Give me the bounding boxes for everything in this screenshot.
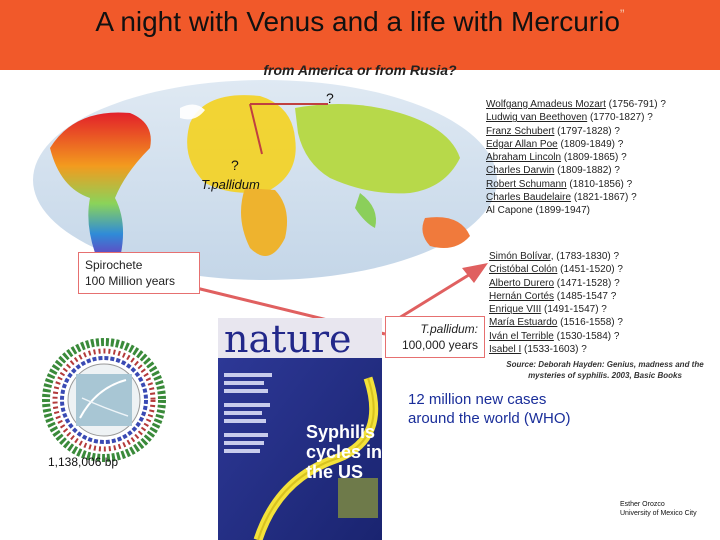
list-item <box>486 164 666 177</box>
person-link[interactable]: Charles Darwin <box>486 165 555 177</box>
credit-line2: University of Mexico City <box>620 510 697 517</box>
genome-map-image <box>16 338 202 464</box>
list-item <box>486 191 666 204</box>
who-cases-text <box>408 390 571 428</box>
list-item <box>486 178 666 191</box>
person-link[interactable]: Simón Bolívar <box>489 251 551 262</box>
person-link[interactable]: Enrique VIII <box>489 304 542 316</box>
composer-list <box>486 98 666 218</box>
person-dates: , (1783-1830) ? <box>550 251 620 262</box>
person-dates: (1809-1865) ? <box>561 152 627 164</box>
person-dates: (1451-1520) ? <box>557 264 623 276</box>
list-item <box>486 98 666 111</box>
person-dates: (1810-1856) ? <box>566 178 633 190</box>
person-dates: Al Capone (1899-1947) <box>486 205 590 217</box>
person-link[interactable]: Charles Baudelaire <box>486 192 572 204</box>
list-item <box>489 330 623 343</box>
credit-line1: Esther Orozco <box>620 501 665 508</box>
list-item <box>486 151 666 164</box>
subtitle: from America or from Rusia? <box>263 62 457 78</box>
person-link[interactable]: Abraham Lincoln <box>486 152 562 164</box>
who-line1: 12 million new cases <box>408 391 547 408</box>
person-dates: (1485-1547 ? <box>554 290 617 302</box>
list-item <box>489 316 623 329</box>
list-item <box>486 111 666 124</box>
person-dates: (1756-791) ? <box>605 99 666 110</box>
person-dates: (1821-1867) ? <box>571 192 637 204</box>
person-link[interactable]: Wolfgang Amadeus Mozart <box>486 99 606 110</box>
tpallidum-box <box>385 316 485 358</box>
who-line2: around the world (WHO) <box>408 410 571 427</box>
list-item <box>486 204 666 217</box>
list-item <box>489 277 623 290</box>
person-link[interactable]: Cristóbal Colón <box>489 264 558 276</box>
person-dates: (1530-1584) ? <box>553 330 620 342</box>
person-dates: (1809-1849) ? <box>557 138 624 150</box>
person-dates: (1533-1603) ? <box>521 344 587 356</box>
person-dates: (1809-1882) ? <box>554 165 620 177</box>
spirochete-line2: 100 Million years <box>85 274 176 288</box>
tpallidum-line1: T.pallidum: <box>420 322 478 336</box>
map-question-mark-top: ? <box>326 90 334 106</box>
nature-cover-image <box>218 318 382 540</box>
map-tpallidum-label: T.pallidum <box>201 177 260 192</box>
source-note: Source: Deborah Hayden: Genius, madness and the mysteries of syphilis. 2003, Basic Books <box>506 360 704 380</box>
person-link[interactable]: Franz Schubert <box>486 125 555 137</box>
person-dates: (1491-1547) ? <box>541 304 607 316</box>
person-link[interactable]: Iván el Terrible <box>489 330 554 342</box>
person-dates: (1471-1528) ? <box>554 277 620 289</box>
spirochete-line1: Spirochete <box>85 258 143 272</box>
historical-figures-list <box>489 250 623 356</box>
page-title-text: A night with Venus and a life with Mercurio <box>95 6 620 37</box>
list-item <box>489 303 623 316</box>
person-dates: (1797-1828) ? <box>554 125 620 137</box>
author-credit <box>620 500 697 518</box>
list-item <box>486 138 666 151</box>
list-item <box>489 290 623 303</box>
nature-headline-line1: Syphilis <box>306 422 376 442</box>
person-dates: (1770-1827) ? <box>587 112 653 124</box>
person-link[interactable]: Ludwig van Beethoven <box>486 112 588 124</box>
person-dates: (1516-1558) ? <box>557 317 623 329</box>
list-item <box>486 125 666 138</box>
person-link[interactable]: Hernán Cortés <box>489 290 555 302</box>
person-link[interactable]: Alberto Durero <box>489 277 555 289</box>
spirochete-box <box>78 252 200 294</box>
person-link[interactable]: Isabel I <box>489 344 522 356</box>
person-link[interactable]: Robert Schumann <box>486 178 567 190</box>
person-link[interactable]: María Estuardo <box>489 317 558 329</box>
list-item <box>489 250 623 263</box>
person-link[interactable]: Edgar Allan Poe <box>486 138 558 150</box>
genome-size-label: 1,138,006 bp <box>48 455 119 469</box>
list-item <box>489 263 623 276</box>
tpallidum-line2: 100,000 years <box>401 338 478 352</box>
list-item <box>489 343 623 356</box>
nature-masthead: nature <box>224 318 352 361</box>
title-quote: ” <box>619 6 625 22</box>
nature-headline-line3: the US <box>306 462 364 482</box>
arrow-head-icon <box>462 263 488 283</box>
nature-headline-line2: cycles in <box>306 442 382 462</box>
map-question-mark-left: ? <box>231 157 239 173</box>
